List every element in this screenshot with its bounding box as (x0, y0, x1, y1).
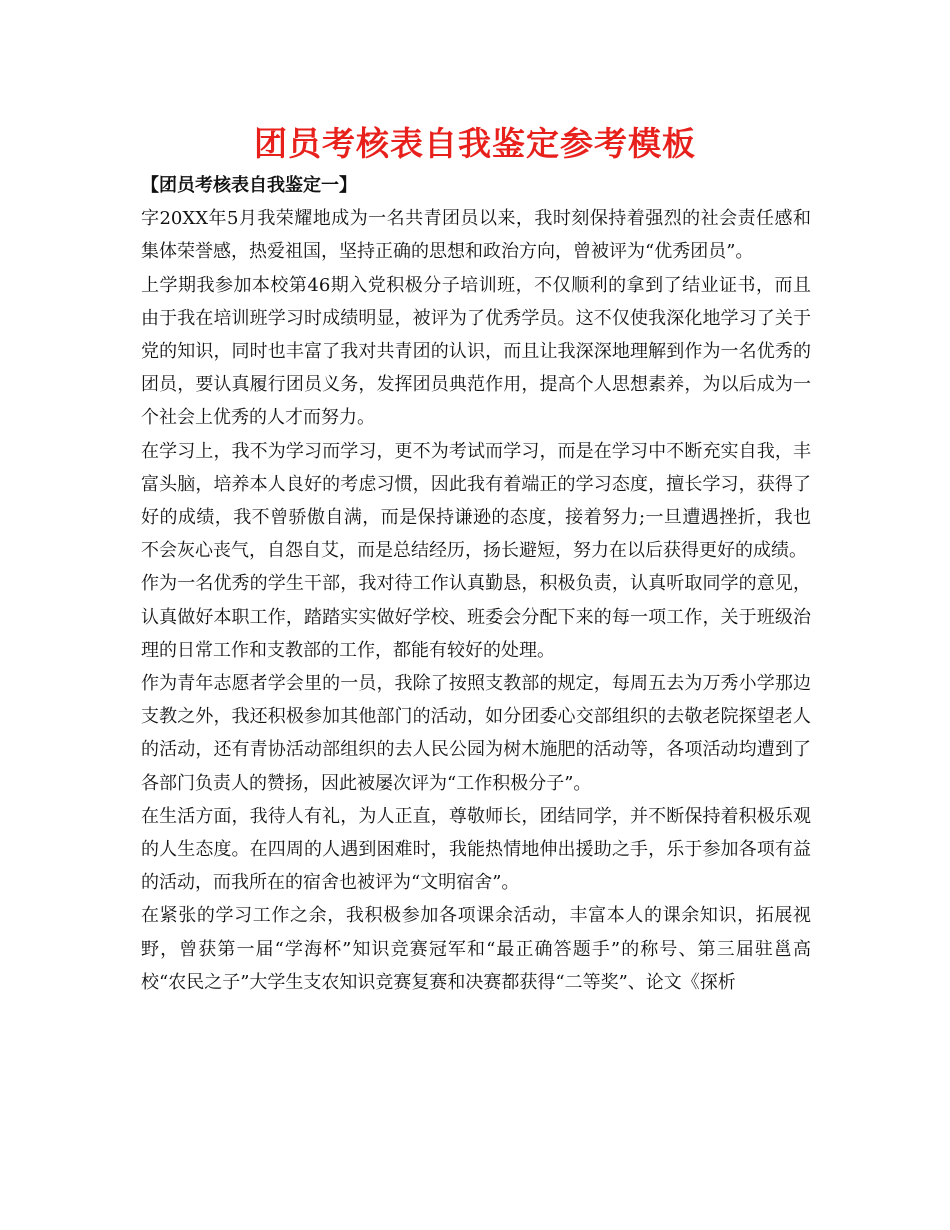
section-heading: 【团员考核表自我鉴定一】 (141, 175, 357, 196)
paragraph: 上学期我参加本校第46期入党积极分子培训班，不仅顺利的拿到了结业证书，而且由于我在培训班学习时成绩明显，被评为了优秀学员。这不仅使我深化地学习了关于党的知识，同时也丰富了我对共青团的认识，而且让我深深地理解到作为一名优秀的团员，要认真履行团员义务，发挥团员典范作用，提高个人思想素养，为以后成为一个社会上优秀的人才而努力。 (141, 274, 811, 429)
paragraph: 作为青年志愿者学会里的一员，我除了按照支教部的规定，每周五去为万秀小学那边支教之外，我还积极参加其他部门的活动，如分团委心交部组织的去敬老院探望老人的活动，还有青协活动部组织的去人民公园为树木施肥的活动等，各项活动均遭到了各部门负责人的赞扬，因此被屡次评为“工作积极分子”。 (141, 673, 811, 794)
document-title: 团员考核表自我鉴定参考模板 (254, 124, 696, 163)
paragraph: 在紧张的学习工作之余，我积极参加各项课余活动，丰富本人的课余知识，拓展视野，曾获第一届“学海杯”知识竞赛冠军和“最正确答题手”的称号、第三届驻邕高校“农民之子”大学生支农知识竞赛复赛和决赛都获得“二等奖”、论文《探析 (141, 905, 811, 993)
paragraph: 作为一名优秀的学生干部，我对待工作认真勤恳，积极负责，认真听取同学的意见，认真做好本职工作，踏踏实实做好学校、班委会分配下来的每一项工作，关于班级治理的日常工作和支教部的工作，都能有较好的处理。 (141, 573, 811, 661)
paragraph: 在生活方面，我待人有礼，为人正直，尊敬师长，团结同学，并不断保持着积极乐观的人生态度。在四周的人遇到困难时，我能热情地伸出援助之手，乐于参加各项有益的活动，而我所在的宿舍也被评为“文明宿舍”。 (141, 805, 811, 894)
document-body (141, 169, 811, 999)
paragraph: 字20XX年5月我荣耀地成为一名共青团员以来，我时刻保持着强烈的社会责任感和集体荣誉感，热爱祖国，坚持正确的思想和政治方向，曾被评为“优秀团员”。 (141, 208, 811, 263)
paragraph: 在学习上，我不为学习而学习，更不为考试而学习，而是在学习中不断充实自我，丰富头脑，培养本人良好的考虑习惯，因此我有着端正的学习态度，擅长学习，获得了好的成绩，我不曾骄傲自满，而是保持谦逊的态度，接着努力;一旦遭遇挫折，我也不会灰心丧气，自怨自艾，而是总结经历，扬长避短，努力在以后获得更好的成绩。 (141, 440, 811, 562)
